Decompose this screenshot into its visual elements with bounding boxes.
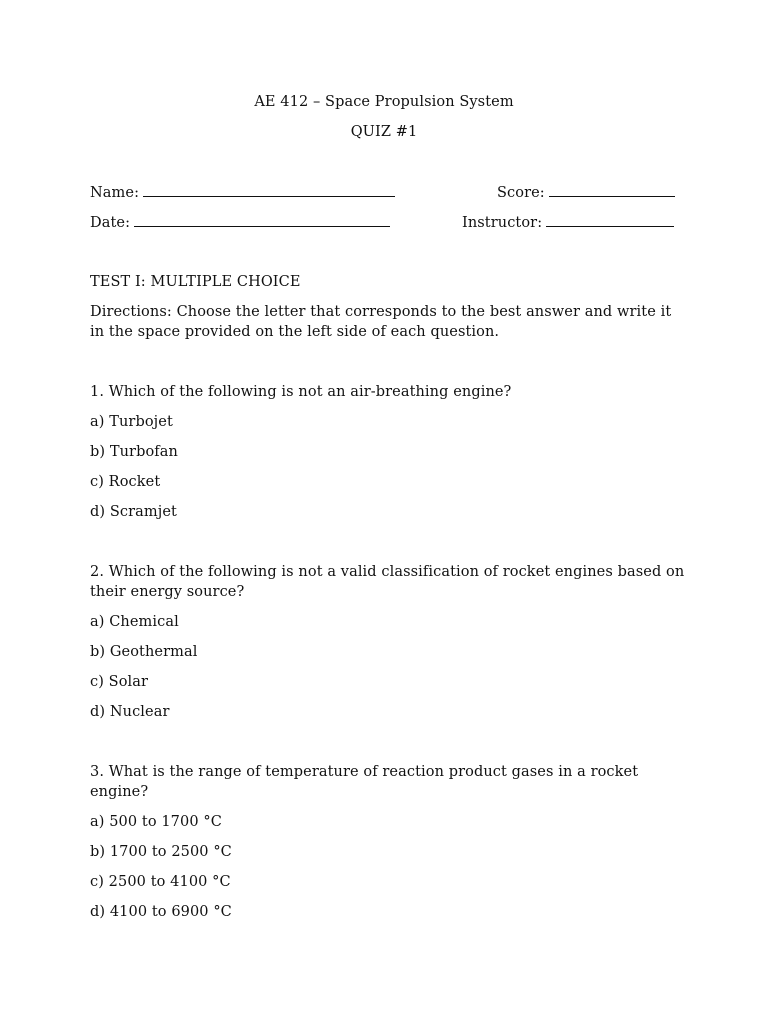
quiz-title: QUIZ #1: [350, 124, 418, 140]
question-3: 3. What is the range of temperature of reaction product gases in a rocket engine?: [90, 764, 639, 800]
test-title: TEST I: MULTIPLE CHOICE: [90, 274, 301, 290]
q1-option-d: d) Scramjet: [90, 504, 177, 520]
score-line: [549, 182, 675, 197]
course-title: AE 412 – Space Propulsion System: [254, 94, 514, 110]
name-line: [143, 182, 395, 197]
date-line: [134, 212, 390, 227]
q1-option-a: a) Turbojet: [90, 414, 173, 430]
score-label: Score:: [497, 185, 545, 201]
q3-option-c: c) 2500 to 4100 °C: [90, 874, 231, 890]
date-label: Date:: [90, 215, 131, 231]
q2-option-c: c) Solar: [90, 674, 149, 690]
question-2: 2. Which of the following is not a valid classification of rocket engines based on their energy source?: [90, 564, 685, 600]
instructor-line: [546, 212, 674, 227]
q3-option-d: d) 4100 to 6900 °C: [90, 904, 232, 920]
q1-option-b: b) Turbofan: [90, 444, 178, 460]
q2-option-a: a) Chemical: [90, 614, 179, 630]
directions: Directions: Choose the letter that corresponds to the best answer and write it in the space provided on the left side of each question.: [90, 304, 672, 340]
q1-option-c: c) Rocket: [90, 474, 161, 490]
date-field: [90, 212, 390, 233]
q3-option-b: b) 1700 to 2500 °C: [90, 844, 232, 860]
q2-option-b: b) Geothermal: [90, 644, 198, 660]
q3-option-a: a) 500 to 1700 °C: [90, 814, 222, 830]
name-label: Name:: [90, 185, 140, 201]
instructor-label: Instructor:: [462, 215, 543, 231]
instructor-field: [462, 212, 674, 233]
q2-option-d: d) Nuclear: [90, 704, 170, 720]
question-1: 1. Which of the following is not an air-breathing engine?: [90, 384, 512, 400]
score-field: [497, 182, 675, 203]
name-field: [90, 182, 395, 203]
